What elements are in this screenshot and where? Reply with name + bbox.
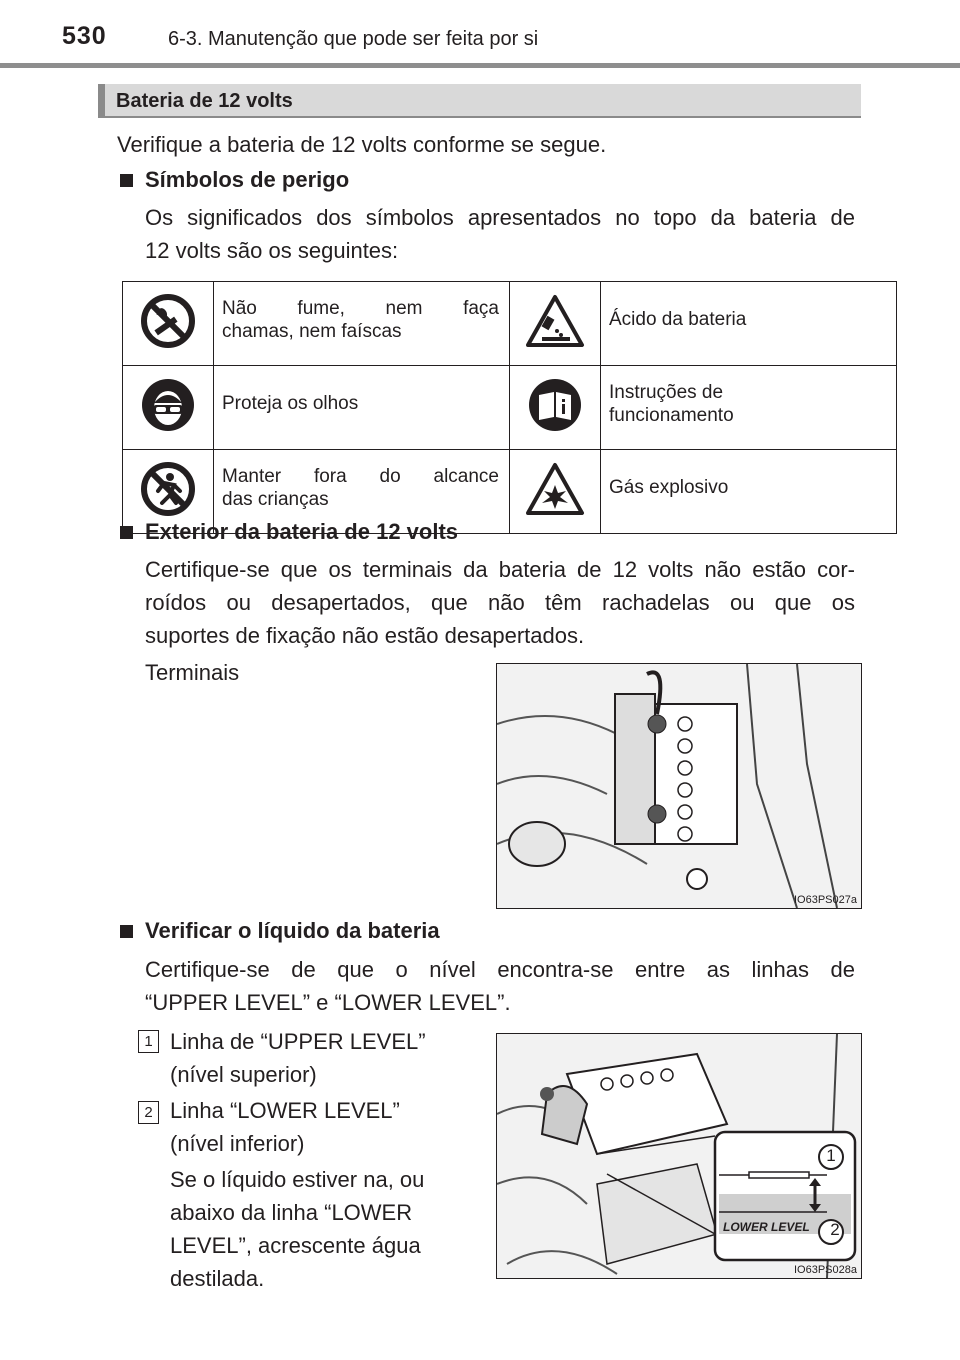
text-line: Certifique-se que os terminais da bateria de 12 volts não estão cor- xyxy=(145,557,855,582)
text-line: Linha “LOWER LEVEL” xyxy=(170,1098,400,1123)
text-line: Não fume, nem faça xyxy=(222,297,499,319)
page-number: 530 xyxy=(62,22,107,50)
text-line: chamas, nem faíscas xyxy=(222,320,402,342)
refill-note xyxy=(170,1163,424,1295)
text-line: Certifique-se de que o nível encontra-se entre as linhas de xyxy=(145,957,855,982)
callout-number: 1 xyxy=(826,1146,836,1165)
figure-code: IO63PS028a xyxy=(794,1264,857,1276)
hazard-label xyxy=(601,282,897,366)
icon-cell xyxy=(510,450,601,534)
fluid-description xyxy=(145,953,855,1019)
battery-fluid-figure xyxy=(496,1033,862,1279)
text-line: Gás explosivo xyxy=(609,477,729,498)
text-line: roídos ou desapertados, que não têm rachadelas ou que os xyxy=(145,590,855,615)
text-line: suportes de fixação não estão desapertados. xyxy=(145,623,585,648)
keep-away-children-icon xyxy=(140,461,196,517)
text-line: Proteja os olhos xyxy=(222,393,359,414)
table-row xyxy=(123,282,897,366)
icon-cell xyxy=(510,282,601,366)
text-line: (nível inferior) xyxy=(170,1131,305,1156)
hazard-symbols-table xyxy=(122,281,897,534)
lower-level-item xyxy=(170,1094,400,1160)
bullet-square-icon xyxy=(120,174,133,187)
figure-code: IO63PS027a xyxy=(794,894,857,906)
section-title: Bateria de 12 volts xyxy=(116,90,293,112)
terminals-label: Terminais xyxy=(145,660,240,685)
text-line: abaixo da linha “LOWER xyxy=(170,1200,413,1225)
icon-cell xyxy=(510,366,601,450)
hazard-label xyxy=(214,366,510,450)
lower-level-callout-label: LOWER LEVEL xyxy=(723,1220,810,1234)
text-line: Se o líquido estiver na, ou xyxy=(170,1167,425,1192)
hazard-label xyxy=(214,282,510,366)
header-divider xyxy=(0,63,960,68)
text-line: 12 volts são os seguintes: xyxy=(145,238,399,263)
hazard-label xyxy=(601,366,897,450)
text-line: Ácido da bateria xyxy=(609,309,747,330)
explosive-gas-icon xyxy=(524,461,586,517)
battery-fluid-illustration xyxy=(497,1034,861,1278)
chapter-title: 6-3. Manutenção que pode ser feita por si xyxy=(168,28,539,50)
battery-terminals-illustration xyxy=(497,664,861,908)
text-line: Instruções de xyxy=(609,381,724,403)
text-line: destilada. xyxy=(170,1266,265,1291)
icon-cell xyxy=(123,366,214,450)
hazards-description xyxy=(145,201,855,267)
section-intro: Verifique a bateria de 12 volts conforme se segue. xyxy=(117,132,607,157)
icon-cell xyxy=(123,282,214,366)
battery-acid-icon xyxy=(524,293,586,349)
upper-level-item xyxy=(170,1025,426,1091)
no-smoking-icon xyxy=(140,293,196,349)
text-line: “UPPER LEVEL” e “LOWER LEVEL”. xyxy=(145,990,511,1015)
exterior-description xyxy=(145,553,855,652)
text-line: Linha de “UPPER LEVEL” xyxy=(170,1029,426,1054)
text-line: funcionamento xyxy=(609,404,734,426)
text-line: das crianças xyxy=(222,488,329,510)
instruction-manual-icon xyxy=(527,377,583,433)
table-row xyxy=(123,366,897,450)
hazard-label xyxy=(601,450,897,534)
hazards-heading: Símbolos de perigo xyxy=(145,167,350,192)
text-line: Os significados dos símbolos apresentados no topo da bateria de xyxy=(145,205,855,230)
exterior-heading: Exterior da bateria de 12 volts xyxy=(145,519,459,544)
text-line: Manter fora do alcance xyxy=(222,465,499,487)
battery-terminals-figure xyxy=(496,663,862,909)
item-number: 1 xyxy=(138,1030,159,1053)
item-number: 2 xyxy=(138,1101,159,1124)
bullet-square-icon xyxy=(120,925,133,938)
fluid-heading: Verificar o líquido da bateria xyxy=(145,918,440,943)
text-line: (nível superior) xyxy=(170,1062,317,1087)
bullet-square-icon xyxy=(120,526,133,539)
eye-protection-icon xyxy=(140,377,196,433)
callout-number: 2 xyxy=(830,1220,840,1239)
text-line: LEVEL”, acrescente água xyxy=(170,1233,421,1258)
